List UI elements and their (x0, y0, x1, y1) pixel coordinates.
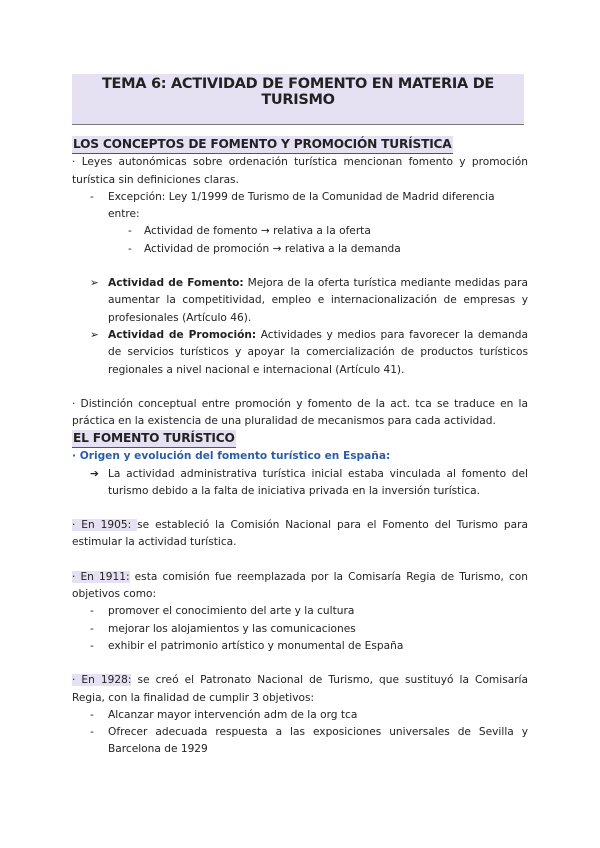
section-heading: EL FOMENTO TURÍSTICO (72, 430, 236, 448)
list-item-text: promover el conocimiento del arte y la cultura (108, 605, 355, 618)
section-conceptos (72, 136, 528, 430)
section-heading: LOS CONCEPTOS DE FOMENTO Y PROMOCIÓN TURÍSTICA (72, 136, 453, 154)
arrow-item (72, 466, 528, 501)
list-item-text: exhibir el patrimonio artístico y monumental de España (108, 639, 404, 652)
year-label: · En 1911: (72, 570, 130, 583)
bullet-text: Mejora de la oferta turística mediante medidas para aumentar la competitividad, empleo e internacionalización de empresas y profesionales (Artículo 46). (108, 277, 528, 324)
arrow-item-text: La actividad administrativa turística inicial estaba vinculada al fomento del turismo debido a la falta de iniciativa privada en la inversión turística. (108, 467, 528, 497)
bullet-promocion (72, 327, 528, 379)
paragraph-1928 (72, 672, 528, 707)
paragraph-closing: · Distinción conceptual entre promoción y fomento de la act. tca se traduce en la práctica en la existencia de una pluralidad de mecanismos para cada actividad. (72, 397, 528, 428)
bullet-fomento (72, 275, 528, 327)
list-item-text: Actividad de promoción → relativa a la demanda (144, 242, 401, 255)
list-item: - Ofrecer adecuada respuesta a las exposiciones universales de Sevilla y Barcelona de 1929 (90, 726, 528, 756)
page-title: TEMA 6: ACTIVIDAD DE FOMENTO EN MATERIA DE TURISMO (72, 74, 524, 110)
list-item-text: Alcanzar mayor intervención adm de la org tca (108, 708, 358, 721)
arrowhead-icon: ➢ (90, 277, 99, 290)
paragraph-intro: · Leyes autonómicas sobre ordenación turística mencionan fomento y promoción turística sin definiciones claras. (72, 156, 528, 186)
title-rule (72, 110, 524, 125)
right-arrow-icon: ➔ (90, 467, 99, 480)
subheading: · Origen y evolución del fomento turístico en España: (72, 450, 391, 463)
paragraph-text: se creó el Patronato Nacional de Turismo, que sustituyó la Comisaría Regia, con la finalidad de cumplir 3 objetivos: (72, 674, 528, 704)
list-item: - Actividad de promoción → relativa a la demanda (128, 242, 401, 255)
list-item-text: Actividad de fomento → relativa a la oferta (144, 225, 371, 238)
list-item-text: Excepción: Ley 1/1999 de Turismo de la Comunidad de Madrid diferencia entre: (108, 190, 495, 221)
paragraph-text: se estableció la Comisión Nacional para el Fomento del Turismo para estimular la actividad turística. (72, 519, 528, 549)
paragraph-1905 (72, 517, 528, 552)
list-item-text: mejorar los alojamientos y las comunicaciones (108, 622, 356, 635)
year-label: · En 1905: (72, 519, 138, 532)
year-label: · En 1928: (72, 674, 132, 687)
list-item: - Excepción: Ley 1/1999 de Turismo de la Comunidad de Madrid diferencia entre: (90, 190, 495, 221)
list-item: - exhibir el patrimonio artístico y monumental de España (90, 639, 404, 652)
bullet-label: Actividad de Fomento: (108, 277, 244, 290)
list-item: - promover el conocimiento del arte y la cultura (90, 605, 355, 618)
list-item: - mejorar los alojamientos y las comunicaciones (90, 622, 356, 635)
bullet-text: Actividades y medios para favorecer la demanda de servicios turísticos y apoyar la comercialización de productos turísticos regionales a nivel nacional e internacional (Artículo 41). (108, 328, 528, 376)
paragraph-text: esta comisión fue reemplazada por la Comisaría Regia de Turismo, con objetivos como: (72, 570, 528, 601)
paragraph-1911 (72, 569, 528, 604)
title-block (72, 74, 524, 125)
bullet-label: Actividad de Promoción: (108, 328, 257, 341)
arrowhead-icon: ➢ (90, 328, 99, 341)
list-item: - Actividad de fomento → relativa a la oferta (128, 225, 371, 238)
section-fomento (72, 430, 528, 759)
list-item-text: Ofrecer adecuada respuesta a las exposiciones universales de Sevilla y Barcelona de 1929 (108, 726, 528, 756)
list-item: - Alcanzar mayor intervención adm de la org tca (90, 708, 358, 721)
